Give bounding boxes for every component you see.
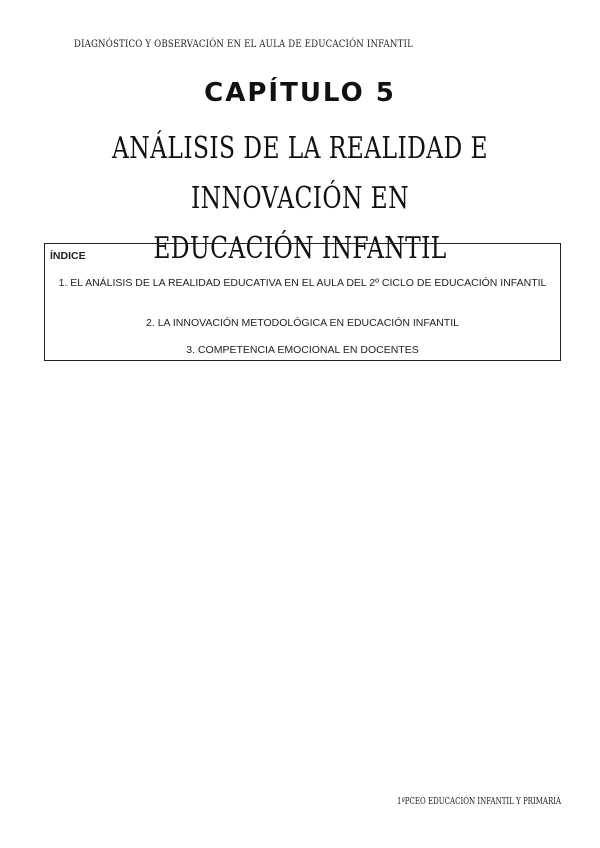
index-box	[44, 243, 561, 361]
chapter-label: CAPÍTULO 5	[204, 78, 396, 108]
index-heading: ÍNDICE	[50, 250, 86, 262]
index-item-2: 2. LA INNOVACIÓN METODOLÓGICA EN EDUCACIÓN INFANTIL	[146, 317, 459, 329]
page-footer: 1ºPCEO EDUCACIÓN INFANTIL Y PRIMARIA	[397, 797, 562, 807]
running-header: DIAGNÓSTICO Y OBSERVACIÓN EN EL AULA DE EDUCACIÓN INFANTIL	[74, 38, 413, 50]
index-item-3: 3. COMPETENCIA EMOCIONAL EN DOCENTES	[186, 344, 419, 356]
chapter-title-line-1: ANÁLISIS DE LA REALIDAD E INNOVACIÓN EN	[111, 131, 489, 216]
index-item-1: 1. EL ANÁLISIS DE LA REALIDAD EDUCATIVA EN EL AULA DEL 2º CICLO DE EDUCACIÓN INFANTIL	[58, 277, 547, 289]
chapter-title-line-2: EDUCACIÓN INFANTIL	[153, 231, 447, 266]
